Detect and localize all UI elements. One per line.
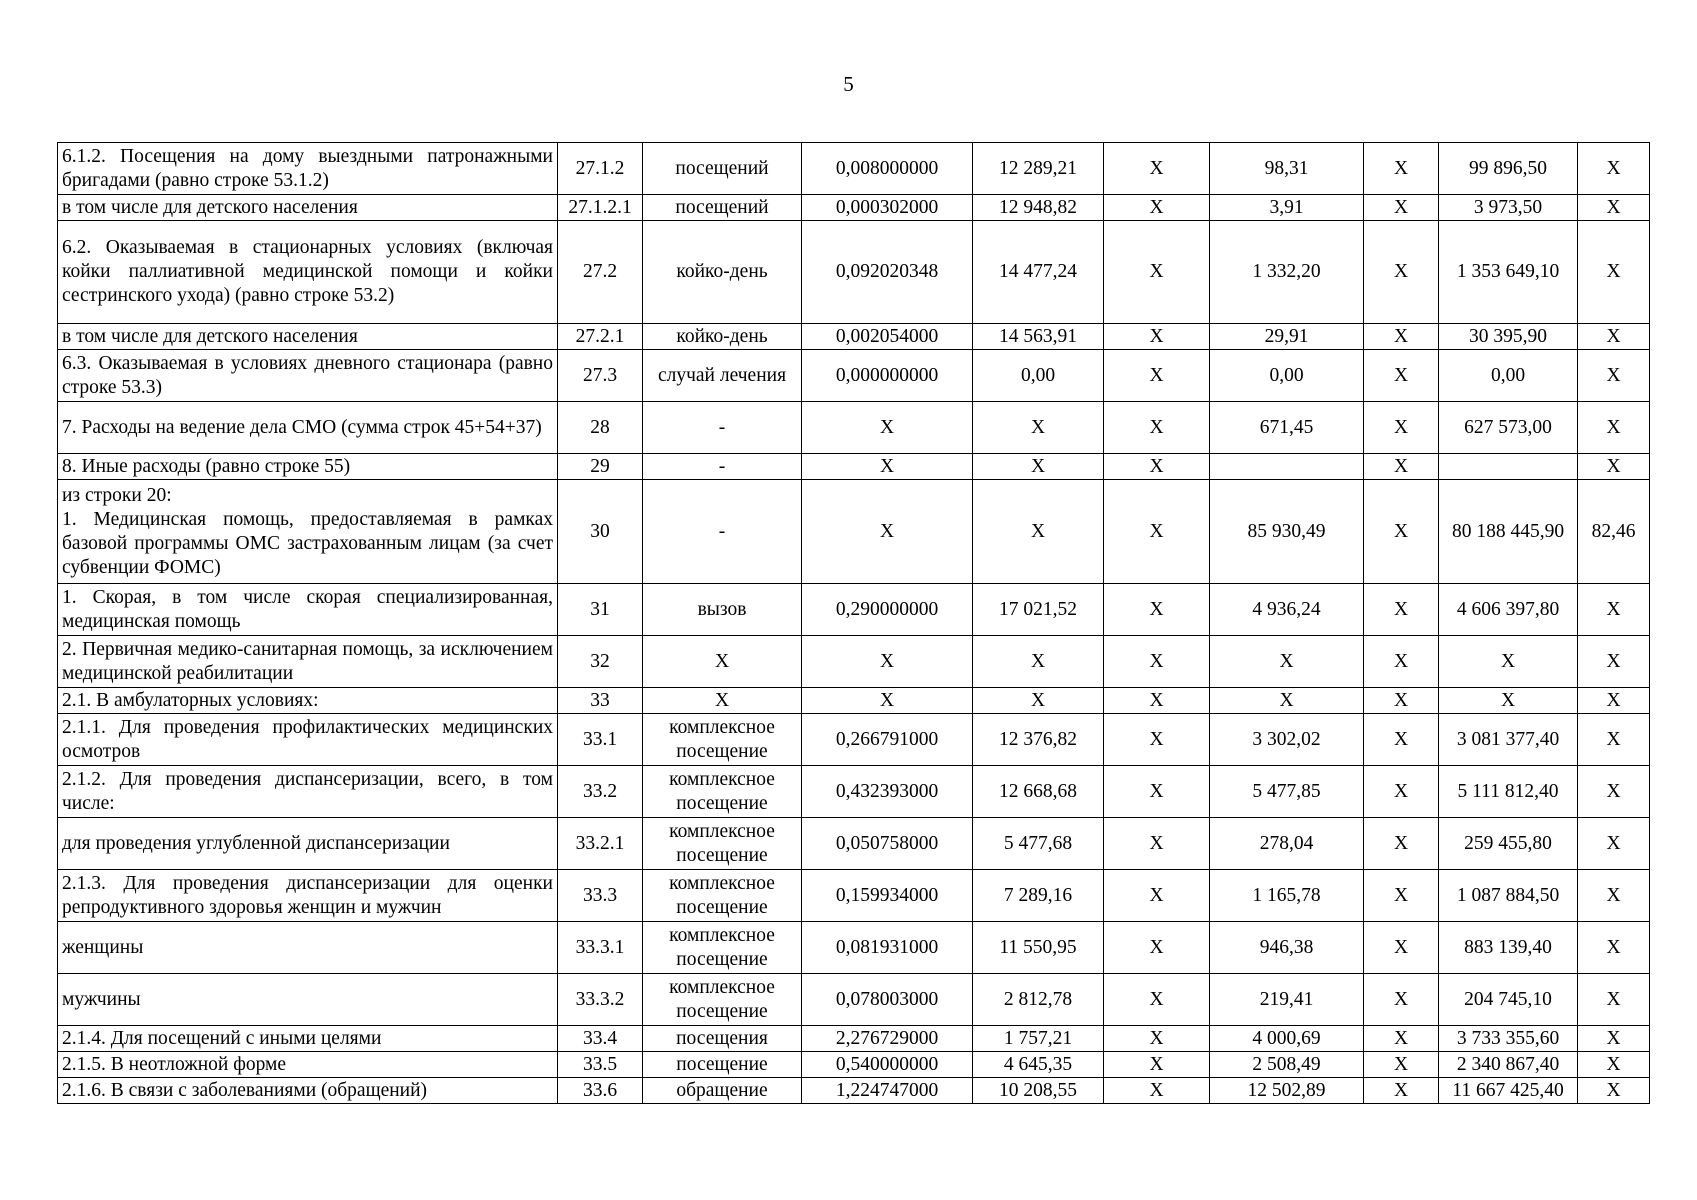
row-norm-cell: Х [802,402,973,454]
row-name-cell: 2.1.6. В связи с заболеваниями (обращений) [58,1078,558,1104]
row-col6-cell: Х [1104,350,1210,402]
row-col9-cell: 259 455,80 [1439,818,1578,870]
row-unit-cell: комплексное посещение [643,714,802,766]
row-unit-cell: посещения [643,1026,802,1052]
row-col9-cell: 2 340 867,40 [1439,1052,1578,1078]
row-norm-cell: 0,432393000 [802,766,973,818]
row-unit-cell: вызов [643,584,802,636]
row-name-cell: 2.1.1. Для проведения профилактических медицинских осмотров [58,714,558,766]
row-code-cell: 27.1.2.1 [558,195,643,221]
row-cost-cell: Х [973,688,1104,714]
row-col6-cell: Х [1104,195,1210,221]
row-name-cell: 2.1.3. Для проведения диспансеризации для оценки репродуктивного здоровья женщин и мужчин [58,870,558,922]
row-col7-cell: Х [1210,688,1364,714]
row-norm-cell: 0,008000000 [802,143,973,195]
row-col9-cell: 5 111 812,40 [1439,766,1578,818]
row-col9-cell [1439,454,1578,480]
row-col7-cell: 2 508,49 [1210,1052,1364,1078]
row-col7-cell: 4 936,24 [1210,584,1364,636]
row-col8-cell: Х [1364,636,1439,688]
row-col7-cell: 98,31 [1210,143,1364,195]
row-col8-cell: Х [1364,714,1439,766]
row-norm-cell: 0,092020348 [802,221,973,324]
row-name-cell: 1. Скорая, в том числе скорая специализированная, медицинская помощь [58,584,558,636]
row-unit-cell: койко-день [643,324,802,350]
row-col10-cell: Х [1578,1026,1650,1052]
row-unit-cell: комплексное посещение [643,974,802,1026]
row-norm-cell: 0,000000000 [802,350,973,402]
row-code-cell: 33.1 [558,714,643,766]
row-col10-cell: Х [1578,195,1650,221]
table-row [58,221,1650,324]
row-col9-cell: Х [1439,636,1578,688]
row-col7-cell: Х [1210,636,1364,688]
row-col6-cell: Х [1104,454,1210,480]
row-unit-cell: комплексное посещение [643,818,802,870]
row-col9-cell: 3 081 377,40 [1439,714,1578,766]
row-col8-cell: Х [1364,974,1439,1026]
row-cost-cell: 12 668,68 [973,766,1104,818]
row-col8-cell: Х [1364,454,1439,480]
row-col8-cell: Х [1364,195,1439,221]
row-norm-cell: 0,000302000 [802,195,973,221]
row-name-cell: 2.1. В амбулаторных условиях: [58,688,558,714]
row-unit-cell: обращение [643,1078,802,1104]
table-row [58,818,1650,870]
row-col7-cell: 1 332,20 [1210,221,1364,324]
row-col6-cell: Х [1104,922,1210,974]
row-col7-cell: 946,38 [1210,922,1364,974]
row-cost-cell: 12 289,21 [973,143,1104,195]
row-cost-cell: 4 645,35 [973,1052,1104,1078]
row-unit-cell: - [643,402,802,454]
row-col10-cell: Х [1578,688,1650,714]
table-row [58,636,1650,688]
table-row [58,974,1650,1026]
row-col10-cell: Х [1578,922,1650,974]
row-col9-cell: 30 395,90 [1439,324,1578,350]
row-name-cell: женщины [58,922,558,974]
row-col10-cell: Х [1578,350,1650,402]
row-code-cell: 33.3 [558,870,643,922]
row-unit-cell: комплексное посещение [643,766,802,818]
table-row [58,1026,1650,1052]
row-cost-cell: Х [973,402,1104,454]
row-name-cell: 2.1.2. Для проведения диспансеризации, всего, в том числе: [58,766,558,818]
row-col10-cell: Х [1578,766,1650,818]
row-col7-cell: 3 302,02 [1210,714,1364,766]
row-norm-cell: Х [802,480,973,584]
row-cost-cell: 12 948,82 [973,195,1104,221]
row-unit-cell: комплексное посещение [643,922,802,974]
row-col10-cell: Х [1578,402,1650,454]
page-number: 5 [843,72,854,96]
table-row [58,480,1650,584]
row-col8-cell: Х [1364,324,1439,350]
row-col9-cell: 883 139,40 [1439,922,1578,974]
row-col6-cell: Х [1104,974,1210,1026]
row-code-cell: 33.4 [558,1026,643,1052]
row-norm-cell: 0,078003000 [802,974,973,1026]
row-col6-cell: Х [1104,688,1210,714]
row-col9-cell: 1 087 884,50 [1439,870,1578,922]
table-row [58,870,1650,922]
table-row [58,922,1650,974]
row-name-cell: 6.3. Оказываемая в условиях дневного стационара (равно строке 53.3) [58,350,558,402]
row-code-cell: 33.5 [558,1052,643,1078]
row-col6-cell: Х [1104,766,1210,818]
row-norm-cell: 0,050758000 [802,818,973,870]
row-norm-cell: 0,159934000 [802,870,973,922]
table-row [58,584,1650,636]
row-col6-cell: Х [1104,1052,1210,1078]
row-unit-cell: случай лечения [643,350,802,402]
row-norm-cell: Х [802,636,973,688]
row-code-cell: 29 [558,454,643,480]
row-cost-cell: 12 376,82 [973,714,1104,766]
row-code-cell: 27.3 [558,350,643,402]
row-unit-cell: посещений [643,143,802,195]
row-name-cell: из строки 20: 1. Медицинская помощь, предоставляемая в рамках базовой программы ОМС застрахованным лицам (за счет субвенции ФОМС) [58,480,558,584]
row-col8-cell: Х [1364,818,1439,870]
row-cost-cell: Х [973,480,1104,584]
financial-table [57,142,1650,1104]
row-col6-cell: Х [1104,221,1210,324]
row-col8-cell: Х [1364,402,1439,454]
row-cost-cell: 11 550,95 [973,922,1104,974]
table-row [58,195,1650,221]
row-col10-cell: Х [1578,636,1650,688]
row-col8-cell: Х [1364,584,1439,636]
row-col7-cell [1210,454,1364,480]
row-col9-cell: 99 896,50 [1439,143,1578,195]
row-col10-cell: Х [1578,1078,1650,1104]
row-name-cell: 6.2. Оказываемая в стационарных условиях (включая койки паллиативной медицинской помощи и койки сестринского ухода) (равно строке 53.2) [58,221,558,324]
row-code-cell: 33.3.1 [558,922,643,974]
row-col8-cell: Х [1364,350,1439,402]
row-col6-cell: Х [1104,1078,1210,1104]
row-col6-cell: Х [1104,870,1210,922]
row-col7-cell: 12 502,89 [1210,1078,1364,1104]
row-name-cell: 7. Расходы на ведение дела СМО (сумма строк 45+54+37) [58,402,558,454]
row-col9-cell: 11 667 425,40 [1439,1078,1578,1104]
row-name-cell: мужчины [58,974,558,1026]
row-norm-cell: 2,276729000 [802,1026,973,1052]
row-unit-cell: посещений [643,195,802,221]
row-col10-cell: Х [1578,870,1650,922]
row-unit-cell: - [643,480,802,584]
table-row [58,454,1650,480]
row-cost-cell: Х [973,454,1104,480]
row-code-cell: 27.2.1 [558,324,643,350]
row-col8-cell: Х [1364,870,1439,922]
row-col10-cell: Х [1578,974,1650,1026]
row-norm-cell: 0,540000000 [802,1052,973,1078]
row-col10-cell: Х [1578,454,1650,480]
table-row [58,1078,1650,1104]
row-code-cell: 33.6 [558,1078,643,1104]
row-col7-cell: 219,41 [1210,974,1364,1026]
row-col7-cell: 671,45 [1210,402,1364,454]
row-norm-cell: 0,081931000 [802,922,973,974]
row-col7-cell: 85 930,49 [1210,480,1364,584]
row-col6-cell: Х [1104,584,1210,636]
row-name-cell: в том числе для детского населения [58,195,558,221]
row-unit-cell: посещение [643,1052,802,1078]
row-name-cell: 2.1.4. Для посещений с иными целями [58,1026,558,1052]
row-col10-cell: Х [1578,324,1650,350]
row-code-cell: 28 [558,402,643,454]
row-col6-cell: Х [1104,324,1210,350]
row-name-cell: 6.1.2. Посещения на дому выездными патронажными бригадами (равно строке 53.1.2) [58,143,558,195]
row-col6-cell: Х [1104,402,1210,454]
row-col8-cell: Х [1364,688,1439,714]
row-name-cell: в том числе для детского населения [58,324,558,350]
row-norm-cell: Х [802,688,973,714]
row-norm-cell: Х [802,454,973,480]
row-col7-cell: 5 477,85 [1210,766,1364,818]
row-col8-cell: Х [1364,480,1439,584]
row-code-cell: 33.3.2 [558,974,643,1026]
row-col9-cell: 0,00 [1439,350,1578,402]
row-col6-cell: Х [1104,1026,1210,1052]
row-norm-cell: 0,266791000 [802,714,973,766]
row-col9-cell: Х [1439,688,1578,714]
row-code-cell: 27.2 [558,221,643,324]
row-col7-cell: 4 000,69 [1210,1026,1364,1052]
row-col7-cell: 1 165,78 [1210,870,1364,922]
row-cost-cell: 10 208,55 [973,1078,1104,1104]
row-cost-cell: 5 477,68 [973,818,1104,870]
row-col10-cell: Х [1578,584,1650,636]
row-unit-cell: - [643,454,802,480]
row-cost-cell: 0,00 [973,350,1104,402]
row-code-cell: 33.2.1 [558,818,643,870]
row-cost-cell: 17 021,52 [973,584,1104,636]
row-cost-cell: Х [973,636,1104,688]
table-row [58,1052,1650,1078]
row-col9-cell: 3 973,50 [1439,195,1578,221]
row-code-cell: 33.2 [558,766,643,818]
row-cost-cell: 14 477,24 [973,221,1104,324]
row-col8-cell: Х [1364,766,1439,818]
row-unit-cell: Х [643,636,802,688]
row-col6-cell: Х [1104,714,1210,766]
row-unit-cell: койко-день [643,221,802,324]
row-col6-cell: Х [1104,818,1210,870]
row-col9-cell: 204 745,10 [1439,974,1578,1026]
row-col10-cell: Х [1578,1052,1650,1078]
row-col9-cell: 627 573,00 [1439,402,1578,454]
row-col8-cell: Х [1364,143,1439,195]
row-code-cell: 31 [558,584,643,636]
table-row [58,714,1650,766]
row-col9-cell: 1 353 649,10 [1439,221,1578,324]
row-name-cell: 8. Иные расходы (равно строке 55) [58,454,558,480]
row-col10-cell: Х [1578,143,1650,195]
table-row [58,143,1650,195]
row-col10-cell: 82,46 [1578,480,1650,584]
row-col6-cell: Х [1104,636,1210,688]
row-cost-cell: 1 757,21 [973,1026,1104,1052]
row-col8-cell: Х [1364,1078,1439,1104]
row-col8-cell: Х [1364,1052,1439,1078]
row-norm-cell: 0,290000000 [802,584,973,636]
row-norm-cell: 1,224747000 [802,1078,973,1104]
row-col8-cell: Х [1364,922,1439,974]
row-unit-cell: Х [643,688,802,714]
row-cost-cell: 14 563,91 [973,324,1104,350]
row-norm-cell: 0,002054000 [802,324,973,350]
row-unit-cell: комплексное посещение [643,870,802,922]
row-col10-cell: Х [1578,714,1650,766]
row-col10-cell: Х [1578,818,1650,870]
table-body [58,143,1650,1104]
row-col9-cell: 3 733 355,60 [1439,1026,1578,1052]
table-row [58,766,1650,818]
row-code-cell: 33 [558,688,643,714]
row-col10-cell: Х [1578,221,1650,324]
row-cost-cell: 2 812,78 [973,974,1104,1026]
row-col8-cell: Х [1364,221,1439,324]
row-col8-cell: Х [1364,1026,1439,1052]
table-row [58,324,1650,350]
row-col7-cell: 278,04 [1210,818,1364,870]
row-col7-cell: 3,91 [1210,195,1364,221]
row-name-cell: для проведения углубленной диспансеризации [58,818,558,870]
table-row [58,402,1650,454]
row-name-cell: 2. Первичная медико-санитарная помощь, за исключением медицинской реабилитации [58,636,558,688]
row-col9-cell: 4 606 397,80 [1439,584,1578,636]
row-cost-cell: 7 289,16 [973,870,1104,922]
row-code-cell: 32 [558,636,643,688]
table-row [58,350,1650,402]
row-col7-cell: 29,91 [1210,324,1364,350]
table-row [58,688,1650,714]
row-code-cell: 30 [558,480,643,584]
row-col6-cell: Х [1104,480,1210,584]
row-name-cell: 2.1.5. В неотложной форме [58,1052,558,1078]
row-code-cell: 27.1.2 [558,143,643,195]
row-col9-cell: 80 188 445,90 [1439,480,1578,584]
row-col6-cell: Х [1104,143,1210,195]
row-col7-cell: 0,00 [1210,350,1364,402]
